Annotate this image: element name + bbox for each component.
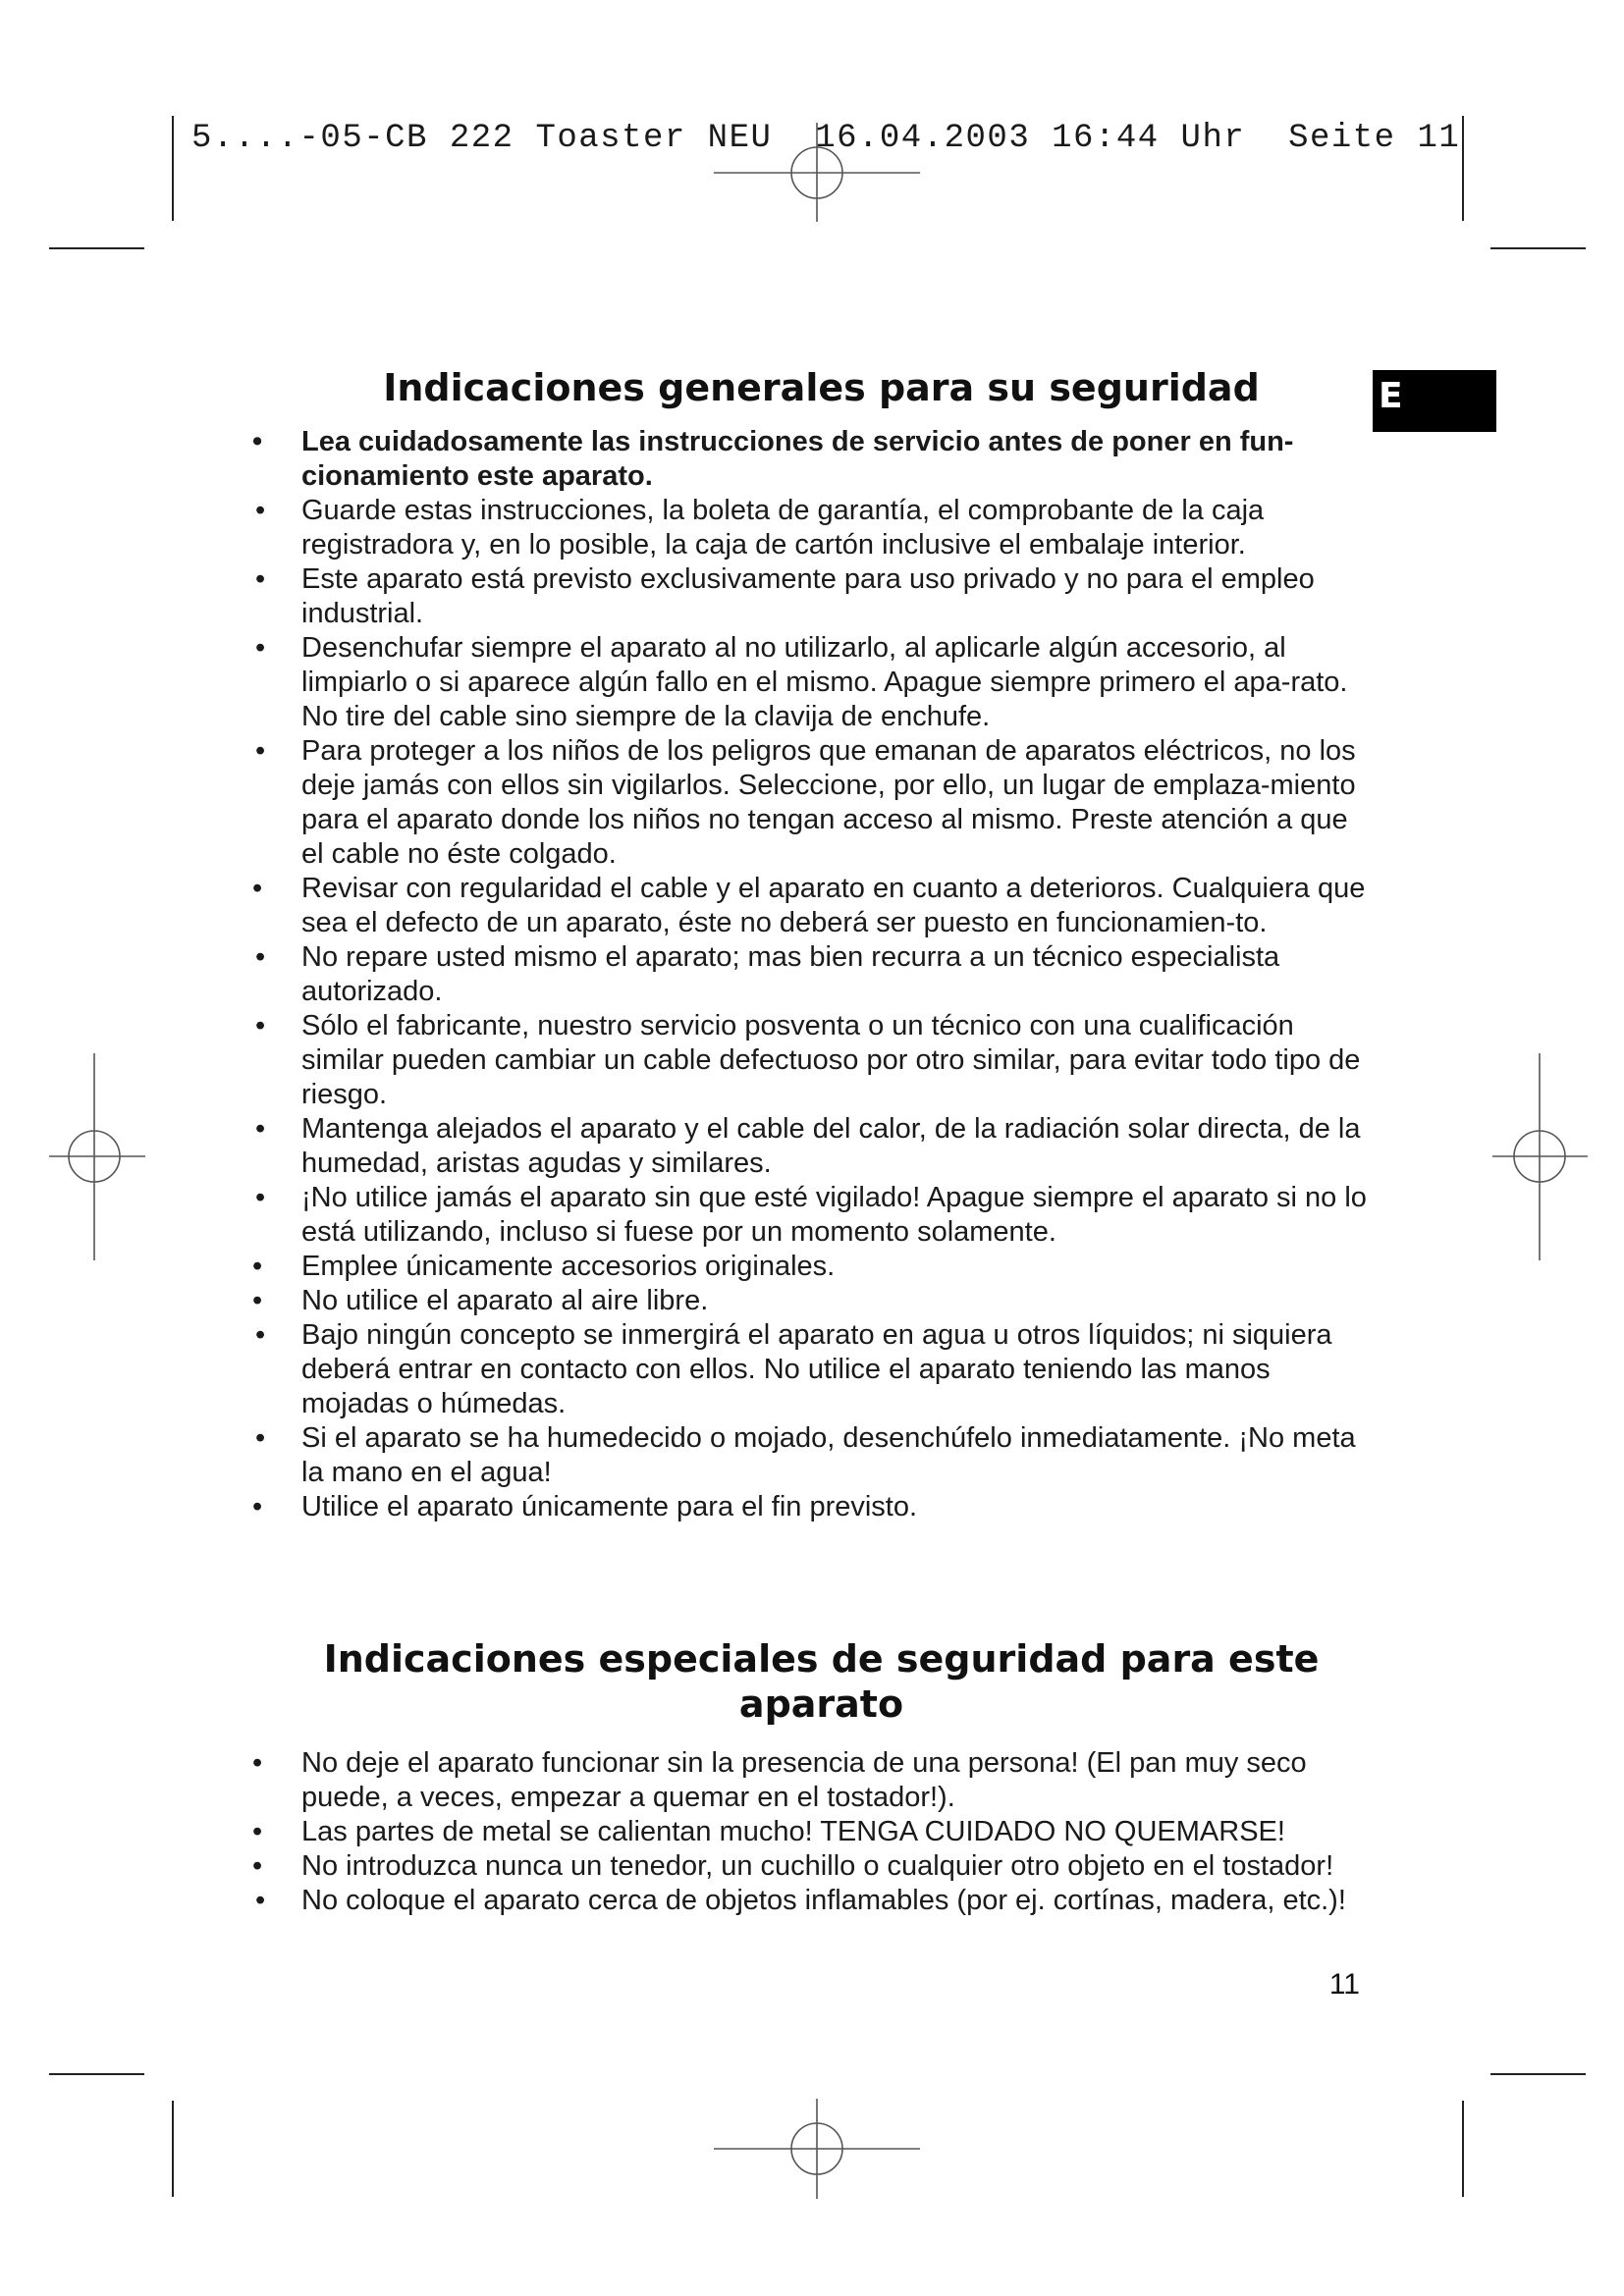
- section-title-special-safety: Indicaciones especiales de seguridad para este aparato: [323, 1637, 1320, 1726]
- list-item: • No deje el aparato funcionar sin la presencia de una persona! (El pan muy seco puede, a veces, empezar a quemar en el tostador!).: [250, 1746, 1370, 1815]
- list-item: • No utilice el aparato al aire libre.: [250, 1284, 1370, 1318]
- list-item: • Desenchufar siempre el aparato al no utilizarlo, al aplicarle algún accesorio, al limpiarlo o si aparece algún fallo en el mismo. Apague siempre primero el apa-rato. No tire del cable sino siempre de la clavija de enchufe.: [250, 631, 1370, 734]
- list-item: • ¡No utilice jamás el aparato sin que esté vigilado! Apague siempre el aparato si no lo está utilizando, incluso si fuese por un momento solamente.: [250, 1181, 1370, 1250]
- list-item: • Las partes de metal se calientan mucho! TENGA CUIDADO NO QUEMARSE!: [250, 1815, 1370, 1849]
- language-tab-label: E: [1379, 376, 1403, 416]
- list-item: • Sólo el fabricante, nuestro servicio posventa o un técnico con una cualificación similar pueden cambiar un cable defectuoso por otro similar, para evitar todo tipo de riesgo.: [250, 1009, 1370, 1112]
- page-number: 11: [1328, 1968, 1360, 2001]
- list-item: • Emplee únicamente accesorios originales.: [250, 1250, 1370, 1284]
- list-item: • Para proteger a los niños de los peligros que emanan de aparatos eléctricos, no los deje jamás con ellos sin vigilarlos. Seleccione, por ello, un lugar de emplaza-miento para el aparato donde los niños no tengan acceso al mismo. Preste atención a que el cable no éste colgado.: [250, 734, 1370, 872]
- list-item: • No repare usted mismo el aparato; mas bien recurra a un técnico especialista autorizado.: [250, 940, 1370, 1009]
- list-item: • No introduzca nunca un tenedor, un cuchillo o cualquier otro objeto en el tostador!: [250, 1849, 1370, 1884]
- print-slug-header: 5....-05-CB 222 Toaster NEU 16.04.2003 16:44 Uhr Seite 11: [191, 120, 1461, 157]
- list-item: • Utilice el aparato únicamente para el fin previsto.: [250, 1490, 1370, 1524]
- special-safety-list: [250, 1746, 1370, 1918]
- list-item: • Bajo ningún concepto se inmergirá el aparato en agua u otros líquidos; ni siquiera deberá entrar en contacto con ellos. No utilice el aparato teniendo las manos mojadas o húmedas.: [250, 1318, 1370, 1421]
- section-title-general-safety: Indicaciones generales para su seguridad: [383, 366, 1260, 409]
- list-item: • Lea cuidadosamente las instrucciones de servicio antes de poner en fun-cionamiento este aparato.: [250, 425, 1370, 494]
- list-item: • No coloque el aparato cerca de objetos inflamables (por ej. cortínas, madera, etc.)!: [250, 1884, 1370, 1918]
- general-safety-list: [250, 425, 1370, 1524]
- list-item: • Si el aparato se ha humedecido o mojado, desenchúfelo inmediatamente. ¡No meta la mano en el agua!: [250, 1421, 1370, 1490]
- list-item: • Este aparato está previsto exclusivamente para uso privado y no para el empleo industrial.: [250, 562, 1370, 631]
- list-item: • Revisar con regularidad el cable y el aparato en cuanto a deterioros. Cualquiera que sea el defecto de un aparato, éste no deberá ser puesto en funcionamien-to.: [250, 872, 1370, 940]
- list-item: • Guarde estas instrucciones, la boleta de garantía, el comprobante de la caja registradora y, en lo posible, la caja de cartón inclusive el embalaje interior.: [250, 494, 1370, 562]
- list-item: • Mantenga alejados el aparato y el cable del calor, de la radiación solar directa, de la humedad, aristas agudas y similares.: [250, 1112, 1370, 1181]
